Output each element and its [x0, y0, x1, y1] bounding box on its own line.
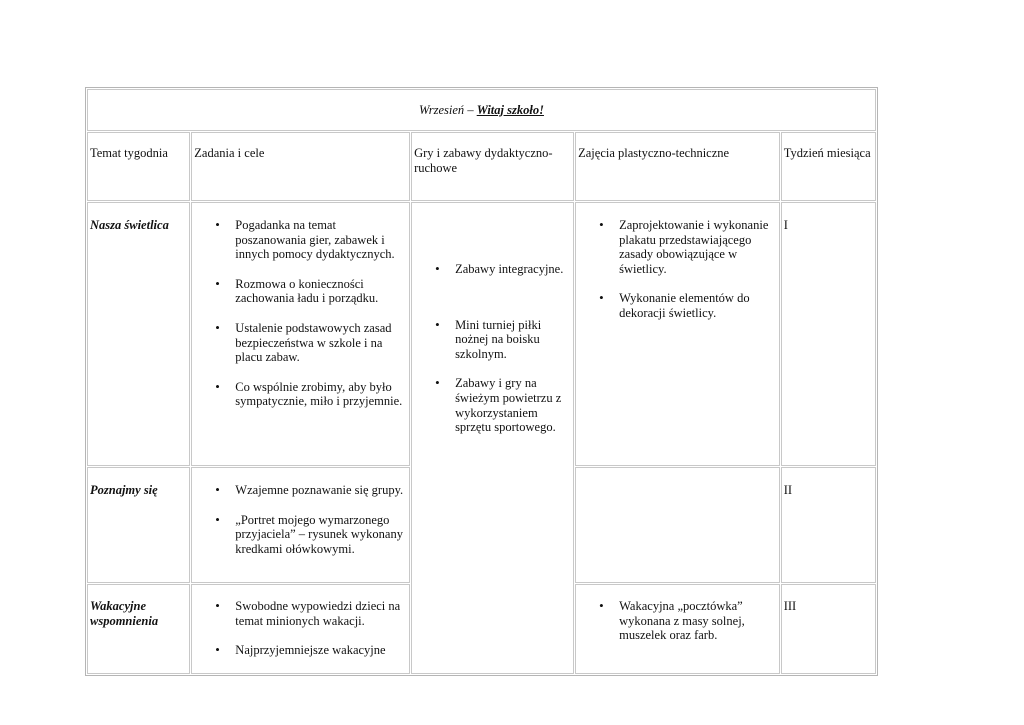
art-cell — [575, 202, 780, 466]
week-number: III — [783, 599, 797, 613]
table-header-row — [87, 132, 876, 201]
bullet-icon: • — [599, 290, 604, 306]
bullet-icon: • — [215, 642, 220, 658]
topic-cell — [87, 584, 190, 674]
art-cell — [575, 467, 780, 583]
list-item: • Wykonanie elementów do dekoracji świetlicy. — [599, 290, 750, 320]
header-zajecia: Zajęcia plastyczno-techniczne — [575, 132, 780, 201]
bullet-icon: • — [215, 482, 220, 497]
header-zadania: Zadania i cele — [191, 132, 410, 201]
bullet-icon: • — [215, 378, 220, 394]
title-month: Wrzesień — [419, 102, 465, 117]
tasks-cell — [191, 202, 410, 466]
header-temat: Temat tygodnia — [87, 132, 190, 201]
table-title-row — [87, 89, 876, 131]
tasks-list — [194, 483, 407, 556]
topic-cell — [87, 202, 190, 466]
bullet-icon: • — [599, 598, 604, 613]
week-number: I — [783, 218, 788, 232]
list-item: • Wakacyjna „pocztówka” wykonana z masy solnej, muszelek oraz farb. — [599, 598, 745, 643]
bullet-icon: • — [435, 316, 440, 332]
table-row-week-1 — [87, 202, 876, 466]
header-gry: Gry i zabawy dydaktyczno-ruchowe — [411, 132, 574, 201]
tasks-cell — [191, 584, 410, 674]
bullet-icon: • — [435, 375, 440, 391]
bullet-icon: • — [599, 217, 604, 232]
activity-plan-table — [85, 87, 878, 676]
week-topic: Poznajmy się — [90, 483, 158, 497]
week-cell — [781, 467, 876, 583]
list-item: • Wzajemne poznawanie się grupy. — [215, 482, 404, 497]
bullet-icon: • — [215, 511, 220, 527]
week-topic: Nasza świetlica — [90, 218, 169, 232]
list-item: • Zaprojektowanie i wykonanie plakatu przedstawiającego zasady obowiązujące w świetlicy. — [599, 217, 769, 276]
header-tydzien: Tydzień miesiąca — [781, 132, 876, 201]
title-theme: Witaj szkoło! — [476, 102, 544, 117]
bullet-icon: • — [215, 319, 220, 335]
list-item: • Ustalenie podstawowych zasad bezpieczeństwa w szkole i na placu zabaw. — [215, 319, 392, 365]
art-list — [578, 599, 777, 643]
bullet-icon: • — [435, 261, 440, 276]
bullet-icon: • — [215, 275, 220, 291]
art-cell — [575, 584, 780, 674]
week-topic: Wakacyjne wspomnienia — [90, 599, 159, 628]
title-dash: – — [464, 102, 477, 117]
tasks-list — [194, 218, 407, 409]
week-number: II — [783, 483, 793, 497]
bullet-icon: • — [215, 598, 220, 613]
list-item: • Swobodne wypowiedzi dzieci na temat minionych wakacji. — [215, 598, 401, 628]
topic-cell — [87, 467, 190, 583]
list-item: • Mini turniej piłki nożnej na boisku szkolnym. — [435, 316, 542, 361]
list-item: • Rozmowa o konieczności zachowania ładu i porządku. — [215, 275, 379, 306]
list-item: • Co wspólnie zrobimy, aby było sympatycznie, miło i przyjemnie. — [215, 378, 403, 409]
games-cell — [411, 202, 574, 674]
table-title — [87, 89, 876, 131]
list-item: • „Portret mojego wymarzonego przyjaciela” – rysunek wykonany kredkami ołówkowymi. — [215, 511, 403, 556]
games-list — [414, 262, 571, 435]
list-item: • Najprzyjemniejsze wakacyjne — [215, 642, 386, 658]
art-list — [578, 218, 777, 321]
list-item: • Pogadanka na temat poszanowania gier, zabawek i innych pomocy dydaktycznych. — [215, 217, 395, 262]
week-cell — [781, 584, 876, 674]
bullet-icon: • — [215, 217, 220, 232]
week-cell — [781, 202, 876, 466]
tasks-list — [194, 599, 407, 658]
list-item: • Zabawy integracyjne. — [435, 261, 564, 276]
tasks-cell — [191, 467, 410, 583]
list-item: • Zabawy i gry na świeżym powietrzu z wykorzystaniem sprzętu sportowego. — [435, 375, 562, 435]
